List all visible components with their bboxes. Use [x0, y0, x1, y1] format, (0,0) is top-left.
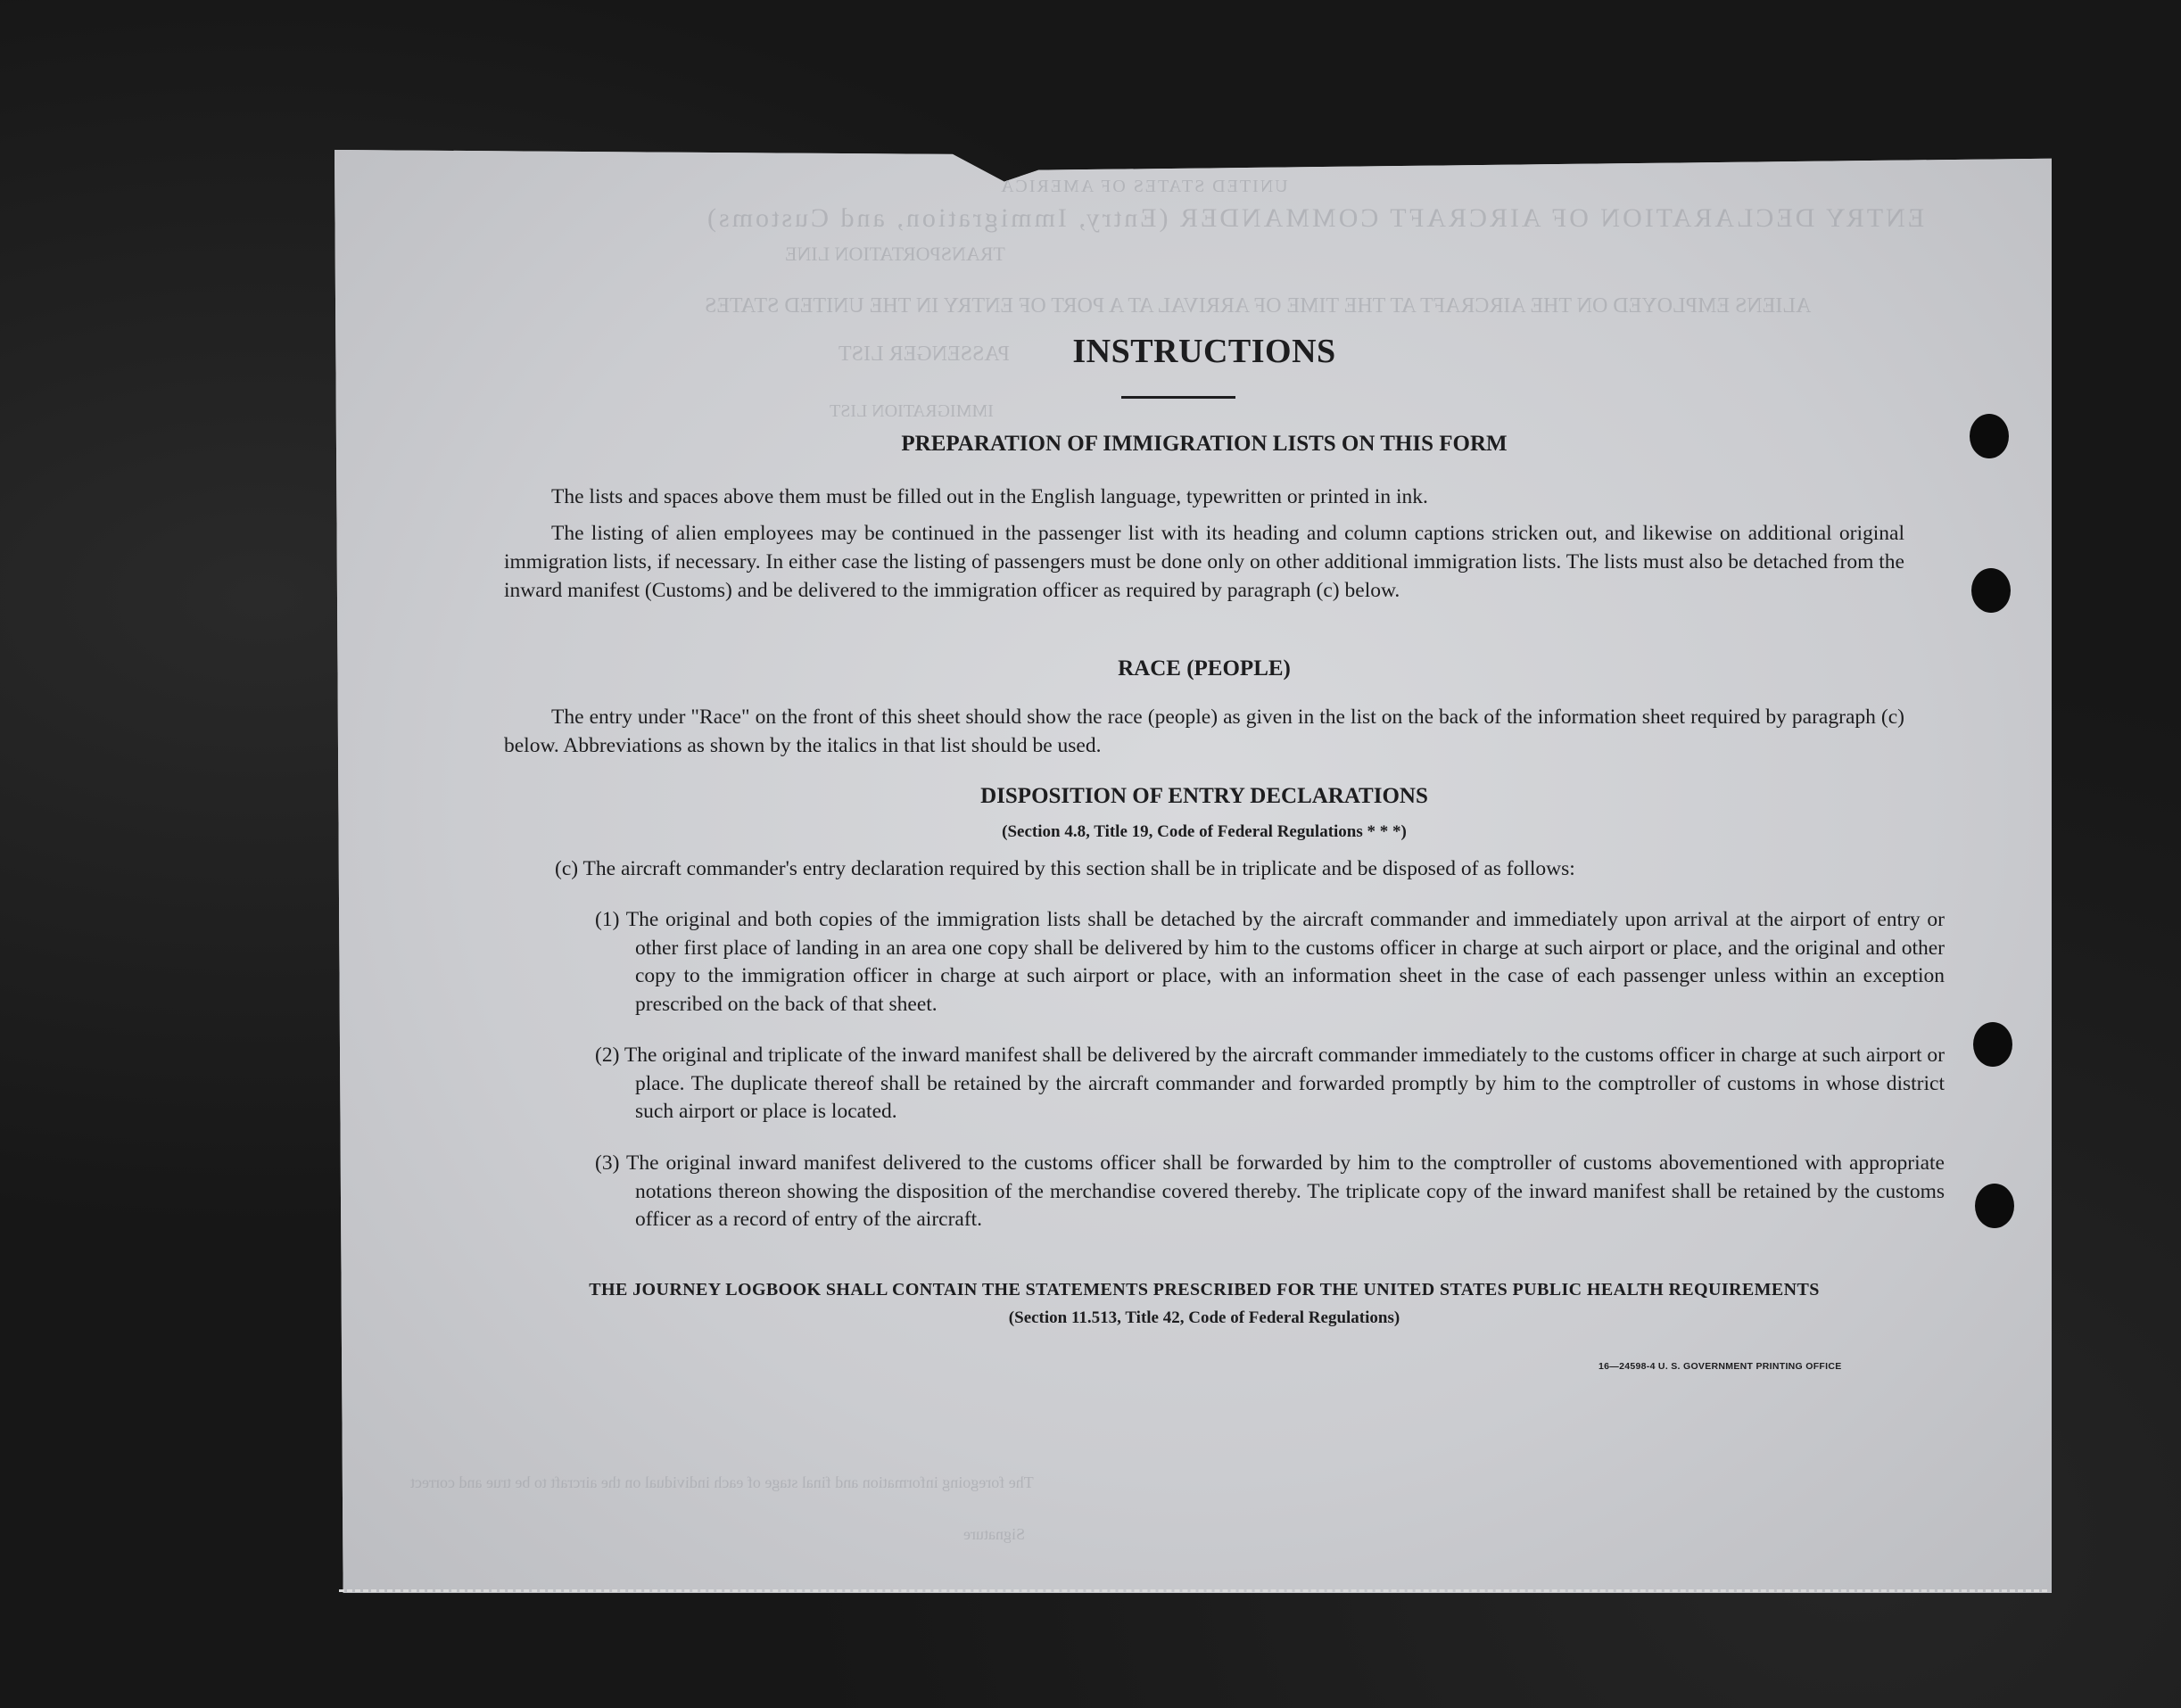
heading-preparation: PREPARATION OF IMMIGRATION LISTS ON THIS FORM [901, 432, 1508, 456]
bleed-through-text: TRANSPORTATION LINE [785, 243, 1005, 265]
list-item: (1) The original and both copies of the immigration lists shall be detached by the aircraft commander and immediately upon arrival at the airport of entry or other first place of landing in an area one copy shall be delivered by him to the customs officer in charge at such airport or place, and the original and other copy to the immigration officer in charge at such airport or place, with an information sheet in the case of each passenger unless within an exception prescribed on the back of that sheet. [595, 908, 1945, 1016]
heading-race: RACE (PEOPLE) [1118, 656, 1291, 681]
perforated-edge [339, 1586, 2047, 1592]
punch-hole [1973, 1022, 2012, 1067]
punch-hole [1975, 1184, 2014, 1228]
printing-office-code: 16—24598-4 U. S. GOVERNMENT PRINTING OFFICE [1599, 1361, 1842, 1372]
page-title: INSTRUCTIONS [1072, 333, 1336, 370]
paragraph-disposition-intro: (c) The aircraft commander's entry declaration required by this section shall be in triplicate and be disposed of as follows: [555, 857, 1575, 880]
punch-hole [1971, 568, 2011, 613]
footer-citation: (Section 11.513, Title 42, Code of Federal Regulations) [1008, 1308, 1400, 1327]
paragraph-race: The entry under "Race" on the front of this sheet should show the race (people) as given in the list on the back of the information sheet required by paragraph (c) below. Abbreviations as shown by the italics in that list should be used. [504, 705, 1904, 757]
bleed-through-text: Signature [963, 1525, 1025, 1543]
bleed-through-text: PASSENGER LIST [839, 342, 1010, 366]
heading-disposition: DISPOSITION OF ENTRY DECLARATIONS [980, 784, 1428, 808]
bleed-through-text: ALIENS EMPLOYED ON THE AIRCRAFT AT THE TIME OF ARRIVAL AT A PORT OF ENTRY IN THE UNITED STATES [705, 294, 1812, 318]
paragraph-preparation-1: The lists and spaces above them must be filled out in the English language, typewritten or printed in ink. [551, 485, 1428, 508]
title-underline [1121, 396, 1235, 399]
list-item: (2) The original and triplicate of the inward manifest shall be delivered by the aircraft commander immediately to the customs officer in charge at such airport or place. The duplicate thereof shall be retained by the aircraft commander and forwarded promptly by him to the comptroller of customs in whose district such airport or place is located. [595, 1044, 1945, 1123]
list-item: (3) The original inward manifest delivered to the customs officer shall be forwarded by him to the comptroller of customs abovementioned with appropriate notations thereon showing the disposition of the merchandise covered thereby. The triplicate copy of the inward manifest shall be retained by the customs officer as a record of entry of the aircraft. [595, 1151, 1945, 1231]
bleed-through-text: ENTRY DECLARATION OF AIRCRAFT COMMANDER (Entry, Immigration, and Customs) [705, 203, 1925, 233]
footer-statement: THE JOURNEY LOGBOOK SHALL CONTAIN THE STATEMENTS PRESCRIBED FOR THE UNITED STATES PUBLIC HEALTH REQUIREMENTS [589, 1280, 1820, 1300]
citation-disposition: (Section 4.8, Title 19, Code of Federal Regulations * * *) [1002, 822, 1407, 841]
paragraph-preparation-2: The listing of alien employees may be continued in the passenger list with its heading and column captions stricken out, and likewise on additional original immigration lists, if necessary. In either case the listing of passengers must be done only on other additional immigration lists. The lists must also be detached from the inward manifest (Customs) and be delivered to the immigration officer as required by paragraph (c) below. [504, 522, 1904, 602]
punch-hole [1970, 414, 2009, 458]
bleed-through-text: The foregoing information and final stage of each individual on the aircraft to be true and correct [410, 1473, 1034, 1491]
bleed-through-text: UNITED STATES OF AMERICA [999, 177, 1288, 196]
bleed-through-text: IMMIGRATION LIST [830, 401, 994, 421]
